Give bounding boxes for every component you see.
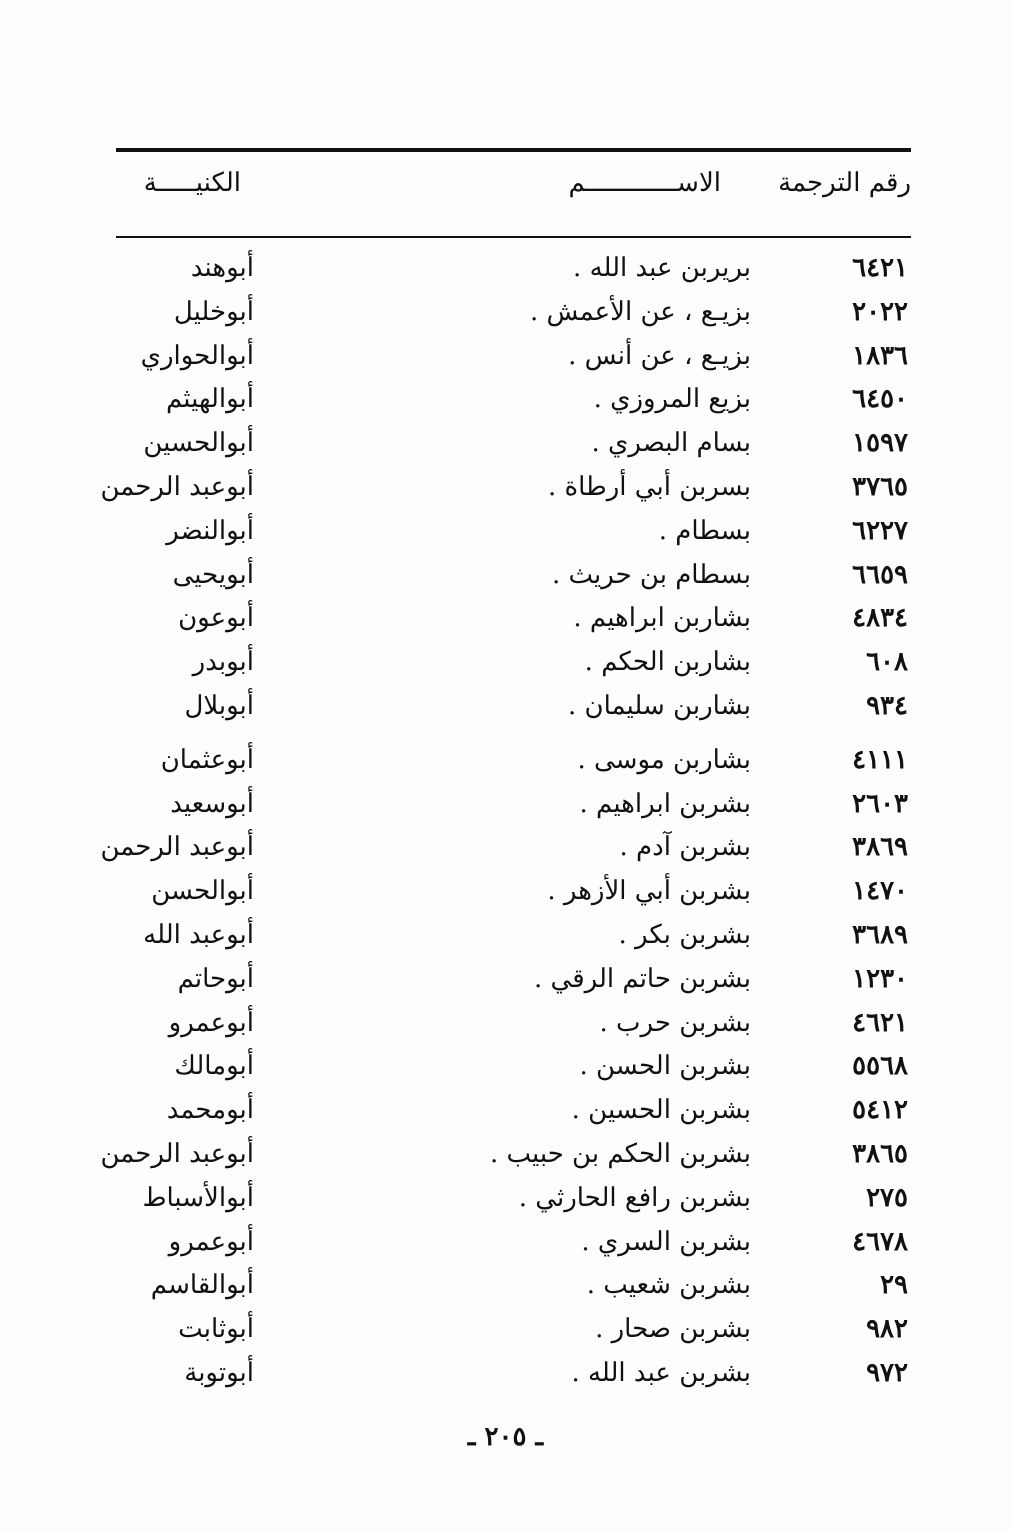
entry-name: بشاربن الحكم . <box>584 647 751 678</box>
entry-number: ٢٧٥ <box>866 1182 908 1213</box>
table-row <box>0 1003 1011 1047</box>
entry-kunya: أبوالحواري <box>140 340 254 371</box>
entry-number: ٤٦٢١ <box>852 1007 908 1038</box>
entry-name: بسربن أبي أرطاة . <box>547 471 751 502</box>
entry-name: بشربن شعيب . <box>586 1270 751 1301</box>
entry-kunya: أبوعون <box>178 603 254 634</box>
table-row <box>0 292 1011 336</box>
table-row <box>0 1309 1011 1353</box>
entry-number: ٦٦٥٩ <box>852 559 908 590</box>
entry-name: بزيع المروزي . <box>593 384 751 415</box>
table-row <box>0 871 1011 915</box>
entry-name: بسطام . <box>658 515 751 546</box>
entry-number: ٦٠٨ <box>866 647 908 678</box>
table-row <box>0 1046 1011 1090</box>
table-row <box>0 555 1011 599</box>
entry-kunya: أبوخليل <box>173 296 254 327</box>
page-footer <box>0 1422 1011 1452</box>
entry-number: ٦٤٢١ <box>852 253 908 283</box>
header-name: الاســــــــــــم <box>568 168 721 198</box>
entry-number: ١٥٩٧ <box>852 428 908 459</box>
entry-number: ٢٠٢٢ <box>852 296 908 327</box>
entry-kunya: أبوهند <box>190 253 254 283</box>
entry-kunya: أبوالحسين <box>143 428 254 459</box>
entry-number: ٤٦٧٨ <box>852 1226 908 1257</box>
entry-number: ٤٨٣٤ <box>852 603 908 634</box>
entry-kunya: أبوبلال <box>184 690 254 721</box>
table-row <box>0 379 1011 423</box>
entry-name: بشربن حاتم الرقي . <box>534 963 751 994</box>
entry-number: ٦٤٥٠ <box>852 384 908 415</box>
entry-kunya: أبوعمرو <box>168 1007 254 1038</box>
entry-name: بسام البصري . <box>591 428 751 459</box>
entry-kunya: أبوعبد الرحمن <box>100 832 254 863</box>
entry-name: بشربن الحسن . <box>579 1051 751 1082</box>
entry-number: ٢٩ <box>880 1270 908 1301</box>
entry-kunya: أبوعمرو <box>168 1226 254 1257</box>
entry-kunya: أبومحمد <box>166 1095 254 1126</box>
entry-kunya: أبوالأسباط <box>142 1182 254 1213</box>
entry-kunya: أبوالنضر <box>166 515 254 546</box>
entry-name: بشربن الحسين . <box>571 1095 751 1126</box>
entry-kunya: أبوعبد الله <box>143 919 254 950</box>
entry-kunya: أبوالقاسم <box>150 1270 254 1301</box>
entry-kunya: أبوثابت <box>178 1314 254 1345</box>
table-row <box>0 336 1011 380</box>
entry-number: ٩٧٢ <box>866 1357 908 1388</box>
entry-name: بشربن السري . <box>581 1226 751 1257</box>
header-number: رقم الترجمة <box>778 168 911 198</box>
entry-name: بشربن عبد الله . <box>571 1357 751 1388</box>
entry-number: ٣٦٨٩ <box>852 919 908 950</box>
entry-kunya: أبوالهيثم <box>165 384 254 415</box>
table-row <box>0 740 1011 784</box>
entry-name: بشربن آدم . <box>619 832 751 863</box>
entries-table <box>0 248 1011 1397</box>
table-row <box>0 248 1011 292</box>
table-row <box>0 827 1011 871</box>
table-row <box>0 1178 1011 1222</box>
entry-kunya: أبوعبد الرحمن <box>100 1138 254 1169</box>
entry-number: ٤١١١ <box>852 744 908 775</box>
entry-number: ٩٣٤ <box>866 690 908 721</box>
table-row <box>0 915 1011 959</box>
table-row <box>0 1090 1011 1134</box>
page-number: ـ ٢٠٥ ـ <box>467 1422 544 1452</box>
entry-number: ٢٦٠٣ <box>852 788 908 819</box>
header-kunya: الكنيـــــة <box>143 168 241 198</box>
entry-kunya: أبوالحسن <box>151 876 254 907</box>
entry-kunya: أبوتوبة <box>184 1357 254 1388</box>
entry-kunya: أبوسعيد <box>170 788 254 819</box>
table-row <box>0 1222 1011 1266</box>
entry-number: ٦٢٢٧ <box>852 515 908 546</box>
entry-kunya: أبوحاتم <box>177 963 254 994</box>
entry-name: بشربن رافع الحارثي . <box>518 1182 751 1213</box>
entry-number: ٩٨٢ <box>866 1314 908 1345</box>
table-row <box>0 784 1011 828</box>
entry-name: بسطام بن حريث . <box>551 559 751 590</box>
entry-number: ١٤٧٠ <box>852 876 908 907</box>
entry-name: بزيـع ، عن الأعمش . <box>529 296 751 327</box>
table-row <box>0 686 1011 730</box>
entry-kunya: أبوعثمان <box>160 744 254 775</box>
entry-name: بشربن صحار . <box>595 1314 751 1345</box>
entry-name: بشربن أبي الأزهر . <box>547 876 751 907</box>
entry-number: ٣٨٦٩ <box>852 832 908 863</box>
entry-name: بشربن ابراهيم . <box>579 788 751 819</box>
entry-number: ١٢٣٠ <box>852 963 908 994</box>
top-rule <box>116 148 911 152</box>
table-row <box>0 1134 1011 1178</box>
entry-name: بزيـع ، عن أنس . <box>568 340 751 371</box>
entry-number: ٣٧٦٥ <box>852 471 908 502</box>
entry-kunya: أبومالك <box>174 1051 254 1082</box>
entry-kunya: أبوعبد الرحمن <box>100 471 254 502</box>
table-row <box>0 511 1011 555</box>
table-row <box>0 423 1011 467</box>
entry-kunya: أبويحيى <box>172 559 254 590</box>
table-row <box>0 642 1011 686</box>
entry-name: بشربن بكر . <box>618 919 751 950</box>
entry-name: بشاربن موسى . <box>577 744 751 775</box>
entry-name: بشاربن ابراهيم . <box>573 603 751 634</box>
entry-kunya: أبوبدر <box>192 647 254 678</box>
entry-number: ١٨٣٦ <box>852 340 908 371</box>
entry-name: بشربن الحكم بن حبيب . <box>489 1138 751 1169</box>
entry-number: ٥٤١٢ <box>852 1095 908 1126</box>
entry-number: ٥٥٦٨ <box>852 1051 908 1082</box>
table-row <box>0 1353 1011 1397</box>
table-row <box>0 467 1011 511</box>
table-row <box>0 1265 1011 1309</box>
entry-name: بشاربن سليمان . <box>567 690 751 721</box>
entry-name: بريربن عبد الله . <box>573 253 751 283</box>
header-rule <box>116 236 911 238</box>
entry-number: ٣٨٦٥ <box>852 1138 908 1169</box>
table-row <box>0 598 1011 642</box>
table-row <box>0 959 1011 1003</box>
entry-name: بشربن حرب . <box>599 1007 751 1038</box>
